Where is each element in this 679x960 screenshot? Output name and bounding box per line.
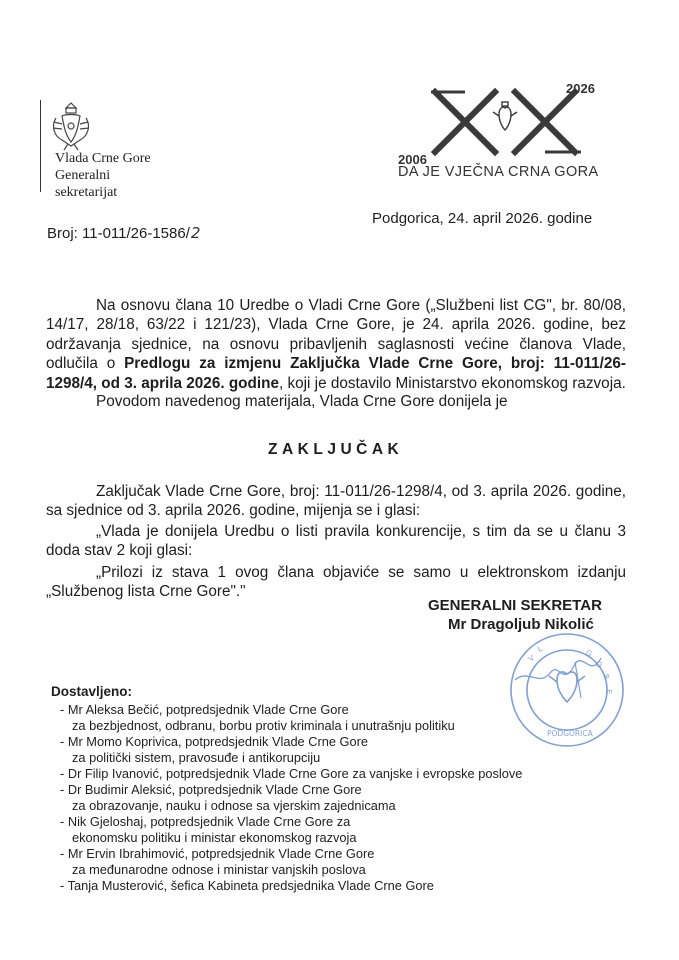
list-item <box>60 878 620 894</box>
svg-text:E: E <box>604 688 614 696</box>
recipient-name: - Mr Aleksa Bečić, potpredsjednik Vlade Crne Gore <box>60 702 349 717</box>
recipient-role: za bezbjednost, odbranu, borbu protiv kriminala i unutrašnju politiku <box>72 718 455 733</box>
recipient-name: - Dr Budimir Aleksić, potpredsjednik Vlade Crne Gore <box>60 782 362 797</box>
list-item <box>60 814 620 846</box>
recipient-name: - Nik Gjeloshaj, potpredsjednik Vlade Crne Gore za <box>60 814 350 829</box>
org-line-2: Generalni <box>55 168 111 183</box>
anniversary-year-end: 2026 <box>566 81 595 96</box>
document-date: Podgorica, 24. april 2026. godine <box>372 210 593 227</box>
organization-name <box>55 150 151 201</box>
svg-text:R: R <box>601 672 612 682</box>
paragraph-intro <box>46 296 626 393</box>
svg-text:O: O <box>593 659 605 670</box>
document-number-handwritten: 2 <box>190 224 201 242</box>
distribution-title: Dostavljeno: <box>51 684 133 699</box>
montenegro-coat-of-arms-icon <box>48 100 94 152</box>
recipient-name: - Tanja Musterović, šefica Kabineta predsjednika Vlade Crne Gore <box>60 878 434 893</box>
signatory-title: GENERALNI SEKRETAR <box>428 597 602 614</box>
paragraph-decision-intro: Povodom navedenog materijala, Vlada Crne Gore donijela je <box>96 393 508 410</box>
paragraph-intro-part2: , koji je dostavilo Ministarstvo ekonomskog razvoja. <box>278 374 626 392</box>
paragraph-amendment: „Vlada je donijela Uredbu o listi pravila konkurencije, s tim da se u članu 3 doda stav 2 koji glasi: <box>46 523 626 560</box>
distribution-list <box>60 702 620 894</box>
svg-text:PODGORICA: PODGORICA <box>547 729 593 738</box>
recipient-role: za obrazovanje, nauku i odnose sa vjerskim zajednicama <box>72 798 396 813</box>
paragraph-intro-bold: Predlogu za izmjenu Zaključka Vlade Crne Gore, broj: 11-011/26-1298/4, od 3. aprila 2026. godine <box>46 355 626 392</box>
recipient-name: - Dr Filip Ivanović, potpredsjednik Vlade Crne Gore za vanjske i evropske poslove <box>60 766 522 781</box>
svg-text:G: G <box>584 647 594 659</box>
recipient-name: - Mr Momo Koprivica, potpredsjednik Vlade Crne Gore <box>60 734 368 749</box>
recipient-name: - Mr Ervin Ibrahimović, potpredsjednik Vlade Crne Gore <box>60 846 374 861</box>
signatory-name: Mr Dragoljub Nikolić <box>448 616 594 633</box>
eagle-emblem-icon <box>493 102 517 130</box>
list-item <box>60 702 620 734</box>
document-number-typed: Broj: 11-011/26-1586/ <box>47 225 190 242</box>
paragraph-intro-part1: Na osnovu člana 10 Uredbe o Vladi Crne Gore („Službeni list CG", br. 80/08, 14/17, 28/18, 63/22 i 121/23), Vlada Crne Gore, je 24. aprila 2026. godine, bez održavanja sjednice, na osnovu pribavljenih saglasnosti većine članova Vlade, odlučila o <box>46 297 626 373</box>
list-item <box>60 766 620 782</box>
list-item <box>60 846 620 878</box>
org-line-1: Vlada Crne Gore <box>55 151 151 166</box>
svg-text:V: V <box>526 653 537 664</box>
recipient-role: za međunarodne odnose i ministar vanjskih poslova <box>72 862 366 877</box>
recipient-role: za politički sistem, pravosuđe i antikorupciju <box>72 750 321 765</box>
anniversary-year-start: 2006 <box>398 152 427 167</box>
document-number <box>47 224 200 242</box>
paragraph-annex: „Prilozi iz stava 1 ovog člana objaviće se samo u elektronskom izdanju „Službenog lista Crne Gore"." <box>46 564 626 601</box>
recipient-role: ekonomsku politiku i ministar ekonomskog razvoja <box>72 830 357 845</box>
paragraph-conclusion: Zaključak Vlade Crne Gore, broj: 11-011/26-1298/4, od 3. aprila 2026. godine, sa sjednice od 3. aprila 2026. godine, mijenja se i glasi: <box>46 483 626 520</box>
anniversary-motto: DA JE VJEČNA CRNA GORA <box>398 164 599 180</box>
conclusion-heading: ZAKLJUČAK <box>268 441 404 458</box>
org-line-3: sekretarijat <box>55 185 118 200</box>
list-item <box>60 734 620 766</box>
header-divider <box>40 100 41 192</box>
svg-text:L: L <box>536 643 544 654</box>
list-item <box>60 782 620 814</box>
